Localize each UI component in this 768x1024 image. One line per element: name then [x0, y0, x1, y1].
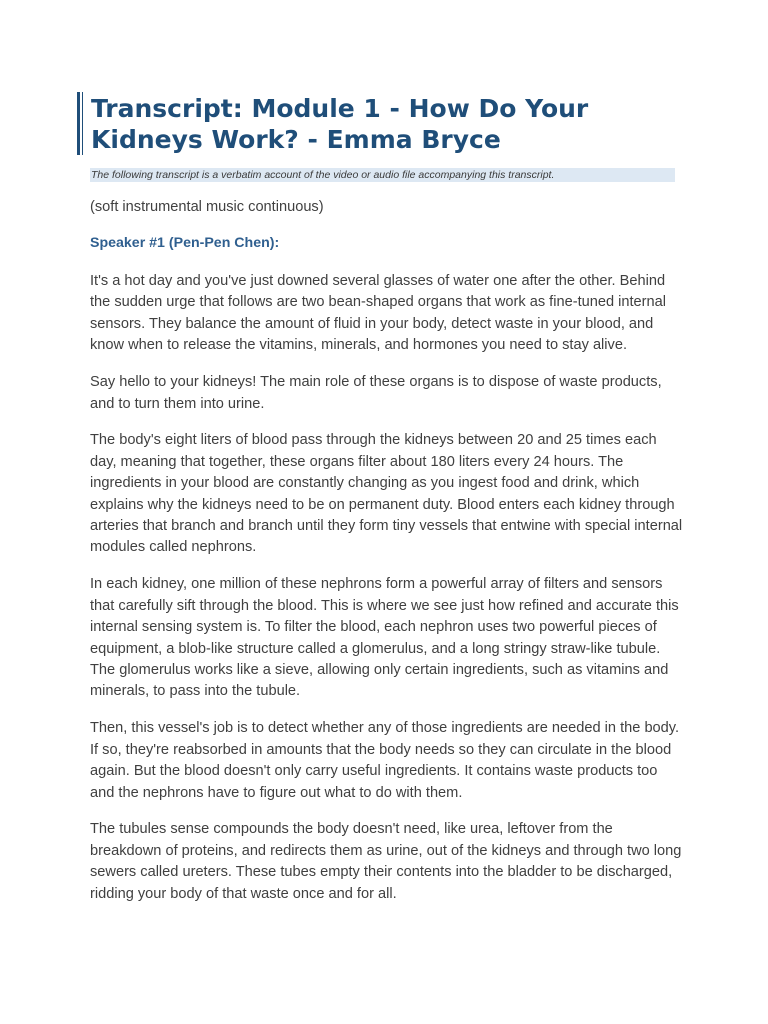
title-accent-bar-thin: [82, 92, 83, 155]
title-accent-bar-thick: [77, 92, 80, 155]
transcript-paragraph: The body's eight liters of blood pass through the kidneys between 20 and 25 times each day, meaning that together, these organs filter about 180 liters every 24 hours. The ingredients in your blood are constantly changing as you ingest food and drink, which explains why the kidneys need to be on permanent duty. Blood enters each kidney through arteries that branch and branch until they form tiny vessels that entwine with special internal modules called nephrons.: [90, 432, 683, 556]
transcript-paragraph: Say hello to your kidneys! The main role of these organs is to dispose of waste products, and to turn them into urine.: [90, 374, 662, 412]
transcript-paragraph: Then, this vessel's job is to detect whether any of those ingredients are needed in the body. If so, they're reabsorbed in amounts that the body needs so they can circulate in the blood again. But the blood doesn't only carry useful ingredients. It contains waste products too and the nephrons have to figure out what to do with them.: [90, 720, 680, 801]
transcript-paragraph: The tubules sense compounds the body doesn't need, like urea, leftover from the breakdown of proteins, and redirects them as urine, out of the kidneys and through two long sewers called ureters. These tubes empty their contents into the bladder to be discharged, ridding your body of that waste once and for all.: [90, 821, 682, 902]
title-accent-bars: [77, 92, 83, 155]
page-title: Transcript: Module 1 - How Do Your Kidneys Work? - Emma Bryce: [91, 94, 589, 154]
transcript-paragraph: It's a hot day and you've just downed several glasses of water one after the other. Behind the sudden urge that follows are two bean-shaped organs that work as fine-tuned internal sensors. They balance the amount of fluid in your body, detect waste in your blood, and know when to release the vitamins, minerals, and hormones you need to stay alive.: [90, 273, 667, 354]
title-block: [77, 92, 677, 155]
speaker-label: Speaker #1 (Pen-Pen Chen):: [90, 235, 280, 251]
transcript-paragraph: In each kidney, one million of these nephrons form a powerful array of filters and sensors that carefully sift through the blood. This is where we see just how refined and accurate this internal sensing system is. To filter the blood, each nephron uses two powerful pieces of equipment, a blob-like structure called a glomerulus, and a long stringy straw-like tubule. The glomerulus works like a sieve, allowing only certain ingredients, such as vitamins and minerals, to pass into the tubule.: [90, 576, 679, 700]
stage-direction: (soft instrumental music continuous): [90, 199, 324, 215]
transcript-disclaimer: The following transcript is a verbatim account of the video or audio file accompanying this transcript.: [90, 168, 675, 182]
transcript-body: [90, 271, 684, 921]
